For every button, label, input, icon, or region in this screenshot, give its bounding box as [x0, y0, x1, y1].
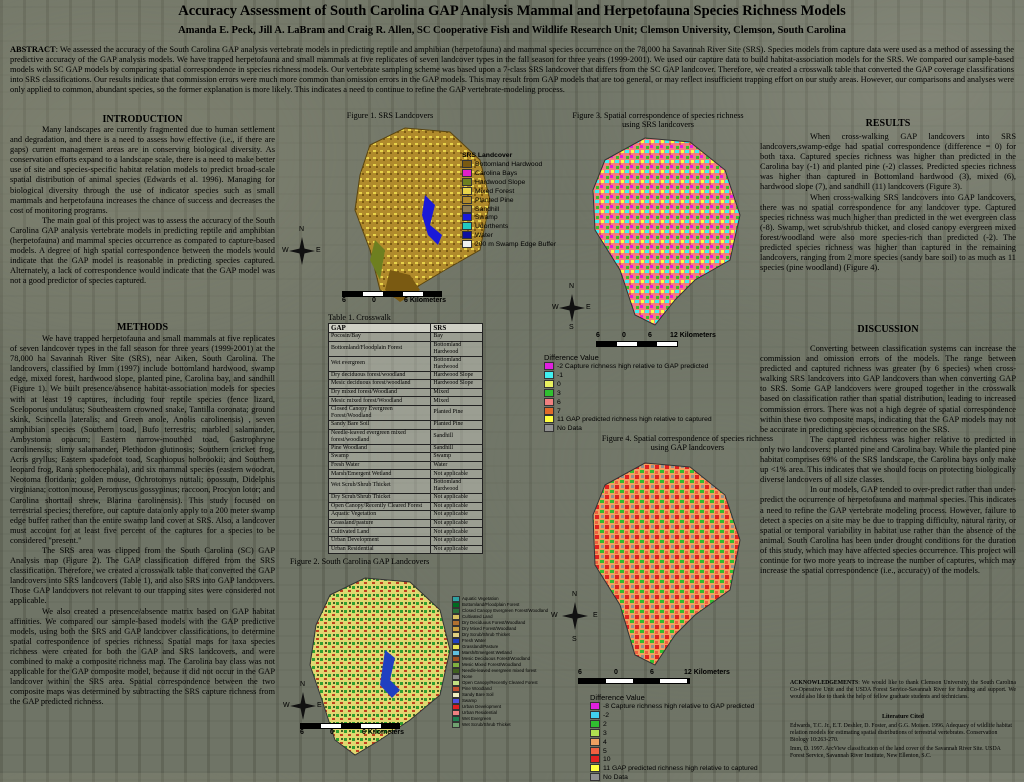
figure-1-legend-swatch	[462, 222, 472, 230]
results-paragraph-1: When cross-walking GAP landcovers into SRS landcovers,swamp-edge had spatial correspondence (difference = 0) for both taxa. Captured species richness was higher than predicted in the Carolina bay (-1) and planted pine (-2) classes. Predicted species richness was higher than captured in Bottomland hardwood (3), mixed (6), hardwood slope (7), and sandhill (11) landcovers (Figure 3).	[760, 132, 1016, 192]
crosswalk-table	[328, 323, 483, 554]
table-row	[329, 444, 483, 453]
gap-cell: Dry deciduous forest/woodland	[329, 371, 431, 380]
srs-cell: Not applicable	[431, 502, 483, 511]
table-row	[329, 493, 483, 502]
authors-line: Amanda E. Peck, Jill A. LaBram and Craig R. Allen, SC Cooperative Fish and Wildlife Research Unit; Clemson University, Clemson, South Carolina	[178, 25, 846, 36]
figure-3-legend-label: 3	[557, 389, 561, 397]
literature-list	[790, 723, 1016, 760]
figure-1-legend-label: Bottomland Hardwood	[475, 160, 543, 168]
discussion-paragraph-3: In our models, GAP tended to over-predict rather than under-predict the occurrence of herpetofauna and mammal species. This indicates a need to refine the GAP vertebrate modeling process. However, failure to detect a species on a site may be due to trapping difficulty, natural rarity, or spatial or temporal variability in habitat use rather than the absence of the animal. South Carolina has been under drought conditions for the duration of this study, which may have affected species occurrence. This project will continue for two more years to increase the number of captures, which may increase the spatial correspondence (i.e., accuracy) of the models.	[760, 485, 1016, 576]
figure-1-legend-swatch	[462, 196, 472, 204]
figure-1-scale	[342, 291, 447, 304]
table-row	[329, 461, 483, 470]
figure-4-legend-swatch	[590, 720, 600, 728]
figure-2-caption: Figure 2. South Carolina GAP Landcovers	[290, 557, 430, 566]
figure-3-map	[565, 130, 755, 330]
figure-1-legend-swatch	[462, 178, 472, 186]
figure-3-scale-a: 6	[596, 332, 600, 339]
gap-cell: Cultivated Land	[329, 528, 431, 537]
figure-1-legend-swatch	[462, 169, 472, 177]
table-row	[329, 478, 483, 493]
figure-1-legend-title: SRS Landcover	[462, 152, 513, 159]
compass-3-west: W	[552, 304, 559, 311]
figure-1-legend-swatch	[462, 205, 472, 213]
methods-paragraph-2: The SRS area was clipped from the South Carolina (SC) GAP Analysis map (Figure 2). The GAP classification differed from the SRS classification. Therefore, we created a crosswalk table that converted the GAP landcovers into SRS landcovers (Table 1), and also SRS into GAP landcovers. Those GAP landcovers not relevant to our trapping sites were considered not applicable.	[10, 545, 275, 606]
figure-4-legend-label: -2	[603, 711, 610, 719]
figure-4-legend-swatch	[590, 755, 600, 763]
srs-cell: Not applicable	[431, 519, 483, 528]
gap-cell: Dry mixed forest/Woodland	[329, 388, 431, 397]
ack-label: ACKNOWLEDGEMENTS	[790, 680, 859, 686]
figure-1-legend-label: Carolina Bays	[475, 169, 518, 177]
figure-2-legend-label: Needle-leaved evergreen mixed forest	[462, 668, 537, 674]
figure-2-legend-label: Mesic Mixed Forest/Woodland	[462, 662, 521, 668]
compass-4-east: E	[593, 612, 598, 619]
figure-2-legend-label: Marsh/Emergent Wetland	[462, 650, 512, 656]
table-row	[329, 519, 483, 528]
figure-3-legend-item	[544, 380, 712, 389]
figure-2-legend-label: Swamp	[462, 698, 477, 704]
figure-4-legend-item	[590, 747, 758, 756]
figure-3-legend-swatch	[544, 398, 554, 406]
figure-4-legend-item	[590, 702, 758, 711]
figure-4-legend-label: 4	[603, 738, 607, 746]
compass-rose-2	[283, 681, 322, 724]
srs-cell: Hardwood Slope	[431, 371, 483, 380]
gap-cell: Fresh Water	[329, 461, 431, 470]
figure-3-legend-label: -1	[557, 371, 564, 379]
figure-3-legend-swatch	[544, 424, 554, 432]
figure-3-legend-label: 6	[557, 398, 561, 406]
figure-2-legend	[452, 596, 552, 728]
figure-4-scale-a: 6	[578, 669, 582, 676]
intro-heading: INTRODUCTION	[102, 114, 183, 125]
compass-1-east: E	[316, 247, 321, 254]
table-row	[329, 511, 483, 520]
gap-cell: Grassland/pasture	[329, 519, 431, 528]
figure-4-legend-swatch	[590, 729, 600, 737]
srs-cell: Sandhill	[431, 444, 483, 453]
gap-cell: Marsh/Emergent Wetland	[329, 470, 431, 479]
compass-2-east: E	[317, 702, 322, 709]
figure-3-legend-swatch	[544, 380, 554, 388]
compass-2-north: N	[300, 681, 306, 688]
gap-cell: Urban Development	[329, 536, 431, 545]
figure-4-legend-label: 10	[603, 756, 611, 764]
figure-4-legend-label: 3	[603, 729, 607, 737]
gap-cell: Bottomland/Floodplain Forest	[329, 341, 431, 356]
table-header-srs: SRS	[431, 324, 483, 333]
figure-1-legend-swatch	[462, 240, 472, 248]
table-row	[329, 356, 483, 371]
figure-2-legend-label: Dry Mixed Forest/Woodland	[462, 626, 517, 632]
srs-cell: Bottomland Hardwood	[431, 356, 483, 371]
figure-1-legend-item	[462, 187, 556, 196]
figure-3-legend-swatch	[544, 371, 554, 379]
figure-3-legend-swatch	[544, 415, 554, 423]
figure-2-legend-label: None	[462, 674, 473, 680]
figure-2-legend-label: Mesic Deciduous Forest/Woodland	[462, 656, 531, 662]
literature-heading: Literature Cited	[881, 714, 925, 720]
table-row	[329, 380, 483, 389]
table-header-gap: GAP	[329, 324, 431, 333]
table-1-caption: Table 1. Crosswalk	[328, 313, 391, 322]
srs-cell: Not applicable	[431, 511, 483, 520]
figure-3-legend-item	[544, 407, 712, 416]
figure-3-legend-label: 11 GAP predicted richness high relative to captured	[557, 416, 712, 424]
figure-2-legend-label: Pine Woodland	[462, 686, 492, 692]
compass-rose-3	[552, 283, 591, 331]
figure-3-legend-swatch	[544, 362, 554, 370]
table-row	[329, 429, 483, 444]
figure-3-caption: Figure 3. Spatial correspondence of species richness using SRS landcovers	[572, 111, 744, 129]
compass-4-west: W	[551, 612, 558, 619]
figure-4-legend-label: No Data	[603, 774, 628, 782]
srs-cell: Bay	[431, 333, 483, 342]
table-row	[329, 470, 483, 479]
srs-cell: Not applicable	[431, 470, 483, 479]
figure-2-legend-label: Sandy Bare Soil	[462, 692, 494, 698]
figure-1-caption: Figure 1. SRS Landcovers	[346, 111, 434, 120]
figure-1-legend-item	[462, 213, 556, 222]
figure-1-legend-item	[462, 178, 556, 187]
figure-1-legend-swatch	[462, 160, 472, 168]
abstract-text: : We assessed the accuracy of the South Carolina GAP analysis vertebrate models in predicting reptile and amphibian (herpetofauna) and mammal species occurrence on the 78,000 ha Savannah River Site (SRS). Species models from capture data were used as a method of assessing the predictive accuracy of the GAP analysis models. We have trapped herpetofauna and small mammals at five replicates of seven landcover types in the fall season for three years (1999-2001). We used our capture data to build habitat-association models for the SRS. We compared our sample-based models with SC GAP models by comparing spatial correspondence in species richness models. Our vertebrate sampling scheme was based upon a 7-class SRS landcover that differs from the SC GAP landcover. Therefore, we created a crosswalk table that converted the GAP coverage classifications into SRS classifications. Our results indicate that commission errors were much more common than omission errors in the GAP models. This may result from GAP models that are too general, or may reflect insufficient trapping effort on our study areas. However, our comparisons and analyses were only applied to common, abundant species, so the former explanation is more likely. This indicates a need to continue to refine the GAP vertebrate-modeling process.	[10, 45, 1014, 95]
acknowledgements	[790, 680, 1016, 700]
results-paragraph-2: When cross-walking SRS landcovers into GAP landcovers, there was no spatial correspondence for any landcover type. Captured species richness was much higher than predicted in the wet evergreen class (-8). Swamp, wet scrub/shrub thicket, and closed canopy evergreen mixed forest/woodland were also more species-rich than predicted (-2). The predicted species richness was higher than captured in the remaining landcovers, ranging from 2 more species (sandy bare soil) to as much as 11 species (pine woodland) (Figure 4).	[760, 192, 1016, 273]
figure-2-legend-label: Urban Development	[462, 704, 502, 710]
figure-1-legend-item	[462, 196, 556, 205]
figure-4-legend-item	[590, 773, 758, 782]
figure-4-legend-item	[590, 711, 758, 720]
figure-2-scale-zero: 0	[330, 729, 334, 736]
figure-2-legend-label: Dry Scrub/Shrub Thicket	[462, 632, 510, 638]
table-row	[329, 397, 483, 406]
figure-2-legend-label: Urban Residential	[462, 710, 497, 716]
figure-2-scale	[300, 723, 405, 736]
figure-3-legend-swatch	[544, 407, 554, 415]
figure-1-scale-right: 6 Kilometers	[404, 297, 447, 304]
compass-3-east: E	[586, 304, 591, 311]
figure-2-legend-label: Grassland/Pasture	[462, 644, 499, 650]
gap-cell: Wet Scrub/Shrub Thicket	[329, 478, 431, 493]
figure-1-legend-label: Planted Pine	[475, 196, 514, 204]
figure-4-legend	[590, 694, 758, 782]
figure-4-legend-label: -8 Capture richness high relative to GAP predicted	[603, 702, 755, 710]
figure-2-legend-swatch	[452, 722, 460, 728]
gap-cell: Closed Canopy Evergreen Forest/Woodland	[329, 405, 431, 420]
figure-1-legend-item	[462, 205, 556, 214]
srs-cell: Mixed	[431, 397, 483, 406]
figure-1-legend-label: Mixed Forest	[475, 187, 515, 195]
figure-4-scale-c: 6	[650, 669, 654, 676]
figure-4-legend-title: Difference Value	[590, 693, 645, 702]
figure-4-legend-label: 11 GAP predicted richness high relative to captured	[603, 765, 758, 773]
figure-4-scale-d: 12 Kilometers	[684, 669, 730, 676]
gap-cell: Wet evergreen	[329, 356, 431, 371]
figure-3-legend-item	[544, 371, 712, 380]
figure-4-legend-item	[590, 729, 758, 738]
table-row	[329, 545, 483, 554]
compass-1-west: W	[282, 247, 289, 254]
table-row	[329, 420, 483, 429]
table-row	[329, 528, 483, 537]
abstract	[10, 45, 1014, 95]
figure-2-scale-left: 6	[300, 729, 304, 736]
srs-cell: Water	[431, 461, 483, 470]
table-row	[329, 502, 483, 511]
figure-4-legend-swatch	[590, 773, 600, 781]
discussion-body	[760, 344, 1016, 576]
figure-2-legend-label: Wet Evergreen	[462, 716, 492, 722]
figure-1-legend-item	[462, 160, 556, 169]
figure-1-legend-label: Water	[475, 232, 493, 240]
figure-1-legend	[462, 152, 556, 249]
srs-cell: Swamp	[431, 453, 483, 462]
discussion-heading: DISCUSSION	[857, 324, 919, 335]
compass-1-north: N	[299, 226, 305, 233]
srs-cell: Not applicable	[431, 528, 483, 537]
results-heading: RESULTS	[865, 118, 911, 129]
gap-cell: Mesic deciduous forest/woodland	[329, 380, 431, 389]
figure-1-scale-left: 6	[342, 297, 346, 304]
figure-4-legend-swatch	[590, 747, 600, 755]
figure-1-legend-label: Sandhill	[475, 205, 500, 213]
compass-4-south: S	[572, 636, 577, 643]
srs-cell: Not applicable	[431, 493, 483, 502]
figure-2-legend-label: Closed Canopy Evergreen Forest/Woodland	[462, 608, 549, 614]
figure-4-legend-item	[590, 755, 758, 764]
figure-2-legend-label: Cultivated Land	[462, 614, 493, 620]
figure-4-map	[565, 455, 755, 670]
figure-2-legend-label: Aquatic Vegetation	[462, 596, 499, 602]
gap-cell: Urban Residential	[329, 545, 431, 554]
discussion-paragraph-2: The captured richness was higher relative to predicted in only two landcovers: planted pine and Carolina bay. While the planted pine habitat comprises 69% of the SRS landscape, the Carolina bays only make up <1% area. This indicates that we should focus on protecting biologically diverse landcovers of all size classes.	[760, 434, 1016, 485]
srs-cell: Bottomland Hardwood	[431, 341, 483, 356]
table-row	[329, 388, 483, 397]
figure-1-legend-item	[462, 169, 556, 178]
figure-3-legend-label: 0	[557, 380, 561, 388]
srs-cell: Planted Pine	[431, 420, 483, 429]
discussion-paragraph-1: Converting between classification systems can increase the commission and omission errors of the models. The range between predicted and captured richness was greater (by 6 species) when cross-walking SRS landcovers into GAP landcovers than when converting GAP to SRS. Some GAP landcovers were grouped together in the crosswalk based on classification rather than spatial distribution, leading to increased commission errors. There was not a high degree of spatial correspondence within these two composite maps, indicating that the GAP models may not be accurate in predicting species occurrence on the SRS.	[760, 344, 1016, 434]
gap-cell: Needle-leaved evergreen mixed forest/woodland	[329, 429, 431, 444]
table-row	[329, 333, 483, 342]
figure-2-legend-label: Wet Scrub/Shrub Thicket	[462, 722, 511, 728]
srs-cell: Bottomland Hardwood	[431, 478, 483, 493]
figure-3-legend-label: 7	[557, 407, 561, 415]
methods-paragraph-3: We also created a presence/absence matrix based on GAP habitat affinities. We compared our sample-based models with the GAP predictive models, using both the SRS and GAP landcover classifications, to determine spatial correspondence of species richness. Spatial maps for taxa species richness were created for both the GAP and SRS landcovers, and were combined to make a composite richness map. The Carolina bay class was not applicable for the GAP composite model, because it did not occur in the GAP landcover within the SRS area. Spatial correspondence between the two composite maps was determined by subtracting the SRS capture richness from the GAP predicted richness.	[10, 606, 275, 707]
figure-1-legend-label: Udorthents	[475, 223, 509, 231]
ack-text: : We would like to thank Clemson University, the South Carolina Co-Operative Unit and the USDA Forest Service-Savannah River for funding and support. We would also like to thank the help of fellow graduate students and technicians.	[790, 680, 1016, 700]
figure-4-legend-swatch	[590, 764, 600, 772]
figure-4-caption: Figure 4. Spatial correspondence of species richness using GAP landcovers	[601, 434, 774, 452]
table-row	[329, 536, 483, 545]
figure-3-legend-item	[544, 398, 712, 407]
figure-3-legend-swatch	[544, 389, 554, 397]
reference-2: Imm, D. 1997. ArcView classification of the land cover of the Savannah River Site. USDA Forest Service, Savannah River Institute, New Ellenton, S.C.	[790, 746, 1001, 760]
figure-2-legend-label: Fresh Water	[462, 638, 486, 644]
figure-3-legend-label: -2 Capture richness high relative to GAP predicted	[557, 362, 709, 370]
gap-cell: Open Canopy/Recently Cleared Forest	[329, 502, 431, 511]
figure-4-legend-swatch	[590, 702, 600, 710]
compass-4-north: N	[572, 591, 578, 598]
figure-4-legend-swatch	[590, 711, 600, 719]
methods-paragraph-1: We have trapped herpetofauna and small mammals at five replicates of seven landcover types in the fall season for three years (1999-2001) at the 78,000 ha Savannah River Site (SRS), near Aiken, South Carolina. The landcovers, classified by Imm (1997) include bottomland hardwood, swamp edge, mixed forest, hardwood slope, planted pine, Carolina bay, and sandhill (Figure 1). We built presence/absence habitat-association models for species with at least 19 captures, including four reptile species (fence lizard, Sceloporus undulatus; Southeastern crowned snake, Tantilla coronata; ground skink, Scincella lateralis; and Green anole, Anolis carolinensis) , seven amphibian species (Southern toad, Bufo terrestris; marbled salamander, Ambystoma opacum; Eastern narrow-mouthed toad, Gastrophryne carolinensis; slimy salamander, Plethodon glutinosis; Southern cricket frog, Acris gryllus; Eastern spadefoot toad, Scaphiopus holbrookii; and Southern leopard frog, Rana sphenocephala), and six mammal species (eastern woodrat, Neotoma floridana; golden mouse, Ochrotomys nuttali; opossum, Didelphis virginiana; cotton mouse, Peromyscus gossypinus; raccoon, Procyon lotor; and Carolina shorttail shrew, Blarina carolinensis). This study focused on terrestrial species; therefore, our capture data only apply to a 200 meter swamp edge buffer rather than the entire swamp land cover at SRS. Also, a landcover must account for at least five percent of the captures for a species to be considered "present."	[10, 334, 275, 545]
gap-cell: Pocosin/Bay	[329, 333, 431, 342]
srs-cell: Mixed	[431, 388, 483, 397]
compass-3-south: S	[569, 324, 574, 331]
figure-3-legend-item	[544, 389, 712, 398]
figure-1-legend-label: Hardwood Slope	[475, 178, 526, 186]
figure-1-legend-item	[462, 240, 556, 249]
gap-cell: Dry Scrub/Shrub Thicket	[329, 493, 431, 502]
figure-3-legend-item	[544, 362, 712, 371]
figure-4-legend-label: 5	[603, 747, 607, 755]
figure-4-legend-swatch	[590, 738, 600, 746]
figure-3-scale-c: 6	[648, 332, 652, 339]
figure-3-scale-b: 0	[622, 332, 626, 339]
gap-cell: Aquatic Vegetation	[329, 511, 431, 520]
gap-cell: Sandy Bare Soil	[329, 420, 431, 429]
srs-cell: Not applicable	[431, 545, 483, 554]
methods-body	[10, 334, 275, 707]
figure-1-legend-label: 200 m Swamp Edge Buffer	[475, 240, 557, 248]
figure-3-legend-item	[544, 424, 712, 433]
figure-1-legend-item	[462, 222, 556, 231]
figure-3-legend-label: No Data	[557, 425, 582, 433]
poster-title: Accuracy Assessment of South Carolina GAP Analysis Mammal and Herpetofauna Species Richness Models	[178, 3, 846, 19]
figure-2-scale-right: 6 Kilometers	[362, 729, 405, 736]
table-row	[329, 453, 483, 462]
methods-heading: METHODS	[116, 322, 169, 333]
figure-3-legend	[544, 354, 712, 433]
table-row	[329, 341, 483, 356]
gap-cell: Pine Woodland	[329, 444, 431, 453]
figure-3-legend-item	[544, 415, 712, 424]
table-row	[329, 371, 483, 380]
figure-2-legend-label: Dry Deciduous Forest/Woodland	[462, 620, 526, 626]
compass-3-north: N	[569, 283, 575, 290]
figure-3-legend-title: Difference Value	[544, 353, 599, 362]
figure-1-legend-swatch	[462, 187, 472, 195]
figure-1-scale-zero: 0	[372, 297, 376, 304]
figure-3-scale-d: 12 Kilometers	[670, 332, 716, 339]
gap-cell: Mesic mixed forest/Woodland	[329, 397, 431, 406]
figure-4-legend-label: 2	[603, 720, 607, 728]
compass-2-west: W	[283, 702, 290, 709]
figure-1-legend-swatch	[462, 231, 472, 239]
compass-rose-1	[282, 226, 321, 269]
srs-cell: Not applicable	[431, 536, 483, 545]
compass-rose-4	[551, 591, 598, 643]
figure-1-legend-label: Swamp	[475, 214, 498, 222]
intro-paragraph-2: The main goal of this project was to assess the accuracy of the South Carolina GAP analysis vertebrate models in predicting reptile and amphibian (herpetofauna) and mammal species occurrence as compared to capture-based models. A degree of high spatial correspondence between the models would indicate that the GAP model is reasonable in predicting species captured. Alternately, a lack of correspondence would indicate that the GAP model was not a good predictor of species captured.	[10, 215, 275, 286]
figure-4-scale-b: 0	[614, 669, 618, 676]
gap-cell: Swamp	[329, 453, 431, 462]
figure-4-legend-item	[590, 738, 758, 747]
figure-4-legend-item	[590, 764, 758, 773]
intro-paragraph-1: Many landscapes are currently fragmented due to human settlement and degradation, and there is a need to assess how effective (i.e., if there are gaps) current management areas are in conserving biological diversity. As conservation efforts expand to a landscape scale, there is a need to make better use of site and species-specific habitat relation models to predict broad-scale spatial distribution of animal species (Edwards et al. 1996). Managing for biological diversity through the use of indicator species such as small mammals and herpetofauna increases the chance of success and decreases the cost of monitoring programs.	[10, 125, 275, 215]
figure-2-legend-label: Open Canopy/Recently Cleared Forest	[462, 680, 538, 686]
reference-1: Edwards, T.C. Jr., E.T. Deshler, D. Foster, and G.G. Moisen. 1996. Adequacy of wildlife habitat relation models for estimating spatial distributions of terrestrial vertebrates. Conservation Biology 10:263-270.	[790, 723, 1013, 743]
figure-1-legend-item	[462, 231, 556, 240]
figure-1-legend-swatch	[462, 213, 472, 221]
figure-2-legend-item	[452, 722, 552, 728]
figure-4-legend-item	[590, 720, 758, 729]
srs-cell: Planted Pine	[431, 405, 483, 420]
srs-cell: Hardwood Slope	[431, 380, 483, 389]
figure-2-legend-label: Bottomland/Floodplain Forest	[462, 602, 520, 608]
table-row	[329, 405, 483, 420]
intro-body	[10, 125, 275, 287]
abstract-label: ABSTRACT	[10, 45, 56, 54]
srs-cell: Sandhill	[431, 429, 483, 444]
results-body	[760, 132, 1016, 273]
